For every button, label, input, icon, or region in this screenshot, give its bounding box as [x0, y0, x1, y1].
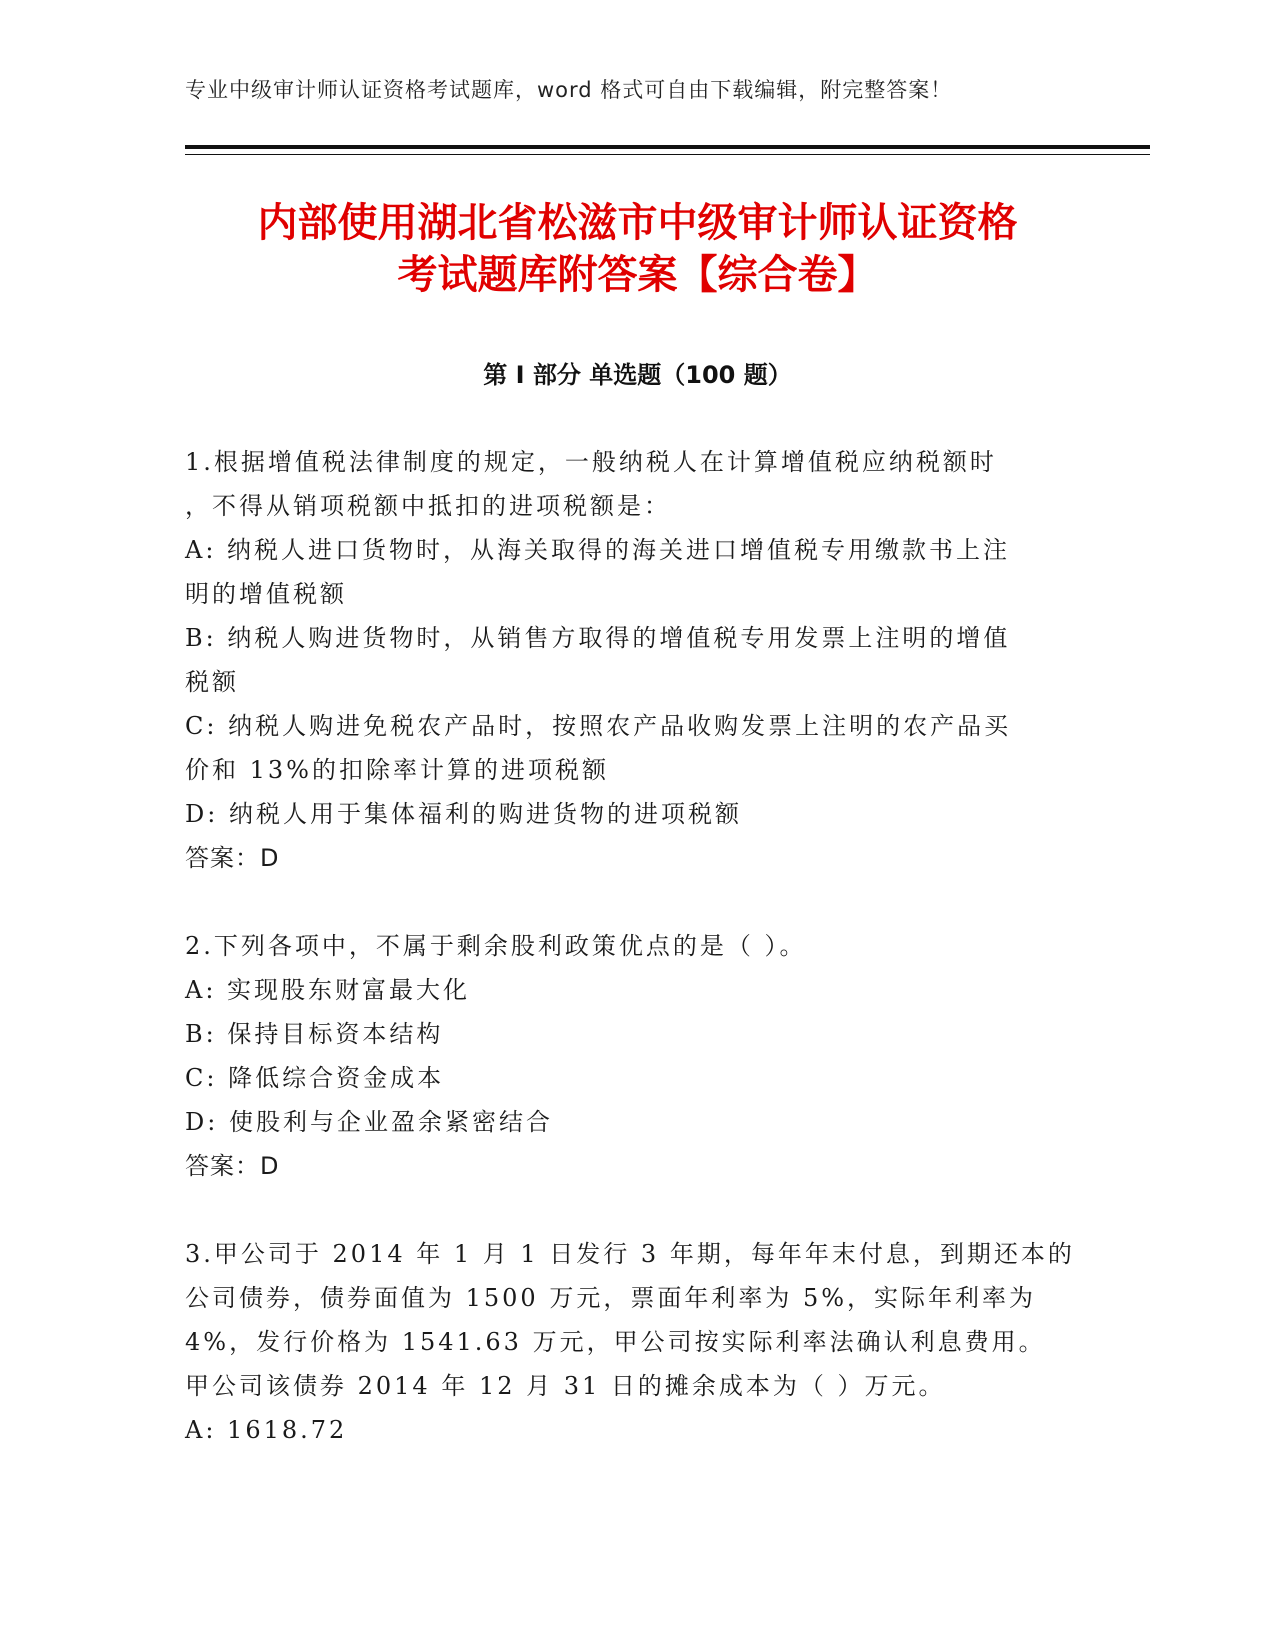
document-title-line-1: 内部使用湖北省松滋市中级审计师认证资格 — [257, 200, 1018, 246]
question-list — [185, 440, 1075, 1452]
option-c: C: 纳税人购进免税农产品时，按照农产品收购发票上注明的农产品买 — [185, 712, 1012, 740]
question-spacer — [185, 1188, 1065, 1232]
answer-label: 答案：D — [185, 1152, 280, 1180]
question-stem-line: 1.根据增值税法律制度的规定，一般纳税人在计算增值税应纳税额时 — [185, 448, 997, 476]
option-a-continued: 明的增值税额 — [185, 580, 347, 608]
header-note: 专业中级审计师认证资格考试题库，word 格式可自由下载编辑，附完整答案！ — [185, 78, 953, 102]
option-a: A: 纳税人进口货物时，从海关取得的海关进口增值税专用缴款书上注 — [185, 536, 1011, 564]
header-rule-thick — [185, 145, 1150, 149]
question-stem-line: 甲公司该债券 2014 年 12 月 31 日的摊余成本为（ ）万元。 — [185, 1372, 946, 1400]
answer-label: 答案：D — [185, 844, 280, 872]
question-stem-line: 3.甲公司于 2014 年 1 月 1 日发行 3 年期，每年年末付息，到期还本的 — [185, 1240, 1075, 1268]
question-spacer — [185, 880, 1065, 924]
question-stem-line: 4%，发行价格为 1541.63 万元，甲公司按实际利率法确认利息费用。 — [185, 1328, 1046, 1356]
option-c-continued: 价和 13%的扣除率计算的进项税额 — [185, 756, 609, 784]
question-stem-line: ，不得从销项税额中抵扣的进项税额是： — [185, 492, 671, 520]
option-b: B: 保持目标资本结构 — [185, 1020, 444, 1048]
option-a: A: 1618.72 — [185, 1416, 348, 1444]
question-1 — [185, 440, 1065, 880]
section-heading: 第 I 部分 单选题（100 题） — [483, 361, 792, 389]
question-2 — [185, 924, 1065, 1188]
document-title-line-2: 考试题库附答案【综合卷】 — [397, 252, 878, 298]
option-b-continued: 税额 — [185, 668, 239, 696]
header-rule-thin — [185, 154, 1150, 155]
option-c: C: 降低综合资金成本 — [185, 1064, 445, 1092]
question-stem-line: 公司债券，债券面值为 1500 万元，票面年利率为 5%，实际年利率为 — [185, 1284, 1037, 1312]
option-d: D: 使股利与企业盈余紧密结合 — [185, 1108, 553, 1136]
question-3 — [185, 1232, 1075, 1452]
question-stem-line: 2.下列各项中，不属于剩余股利政策优点的是（ ）。 — [185, 932, 807, 960]
option-a: A: 实现股东财富最大化 — [185, 976, 471, 1004]
option-b: B: 纳税人购进货物时，从销售方取得的增值税专用发票上注明的增值 — [185, 624, 1011, 652]
option-d: D: 纳税人用于集体福利的购进货物的进项税额 — [185, 800, 742, 828]
